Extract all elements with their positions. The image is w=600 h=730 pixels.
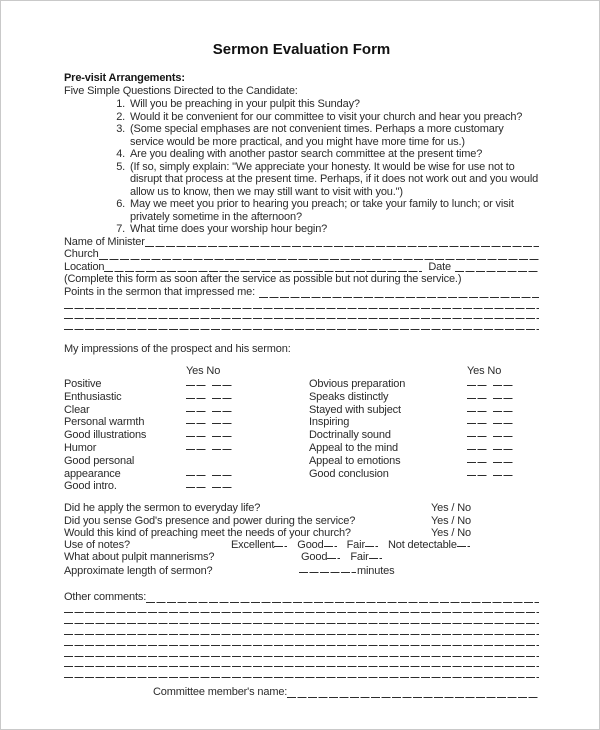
yes-blank xyxy=(467,415,487,425)
points-write-line xyxy=(64,320,539,331)
completion-note: (Complete this form as soon after the service as possible but not during the service.) xyxy=(64,273,462,286)
previsit-question: 6. May we meet you prior to hearing you preach; or take your family to lunch; or visit privately sometime in the afternoon? xyxy=(128,198,539,223)
impression-blanks-left xyxy=(186,415,309,429)
location-label: Location xyxy=(64,260,105,273)
impression-item-label-left: Good personal xyxy=(64,454,135,467)
question-row xyxy=(64,527,539,539)
previsit-question: 4. Are you dealing with another pastor search committee at the present time? xyxy=(128,148,539,161)
yes-no-answer: Yes / No xyxy=(431,526,471,539)
location-date-field xyxy=(64,261,539,274)
no-blank xyxy=(212,479,232,489)
impression-item-label-right: Appeal to the mind xyxy=(309,442,399,455)
date-label: Date xyxy=(428,260,451,273)
impression-item-label-left: Clear xyxy=(64,403,90,416)
impression-blanks-left xyxy=(186,467,309,481)
impression-item-label-left: Positive xyxy=(64,378,102,391)
comments-blank-lines xyxy=(64,604,539,680)
comments-write-line xyxy=(64,647,539,658)
option-good: Good xyxy=(297,539,336,551)
points-write-line xyxy=(64,299,539,310)
impression-item-label-left: Good illustrations xyxy=(64,429,147,442)
previsit-question: 5. (If so, simply explain: "We appreciate your honesty. It would be wise for use not to disrupt that process at the present time. Perhaps, if it does not work out and you would allow us to know, then we may still want to visit with you.") xyxy=(128,161,539,199)
impression-blanks-right xyxy=(467,428,541,442)
other-comments-section xyxy=(64,591,539,679)
option-blank xyxy=(327,551,340,560)
option-blank xyxy=(324,539,337,548)
impression-item-label-right: Speaks distinctly xyxy=(309,390,389,403)
page-title: Sermon Evaluation Form xyxy=(212,41,391,58)
previsit-question: 7. What time does your worship hour begin? xyxy=(128,223,539,236)
yes-blank xyxy=(467,377,487,387)
question-row xyxy=(64,502,539,514)
option-blank xyxy=(274,539,287,548)
minutes-suffix: minutes xyxy=(357,564,395,577)
previsit-question: 2. Would it be convenient for our committee to visit your church and hear you preach? xyxy=(128,111,539,124)
yes-blank xyxy=(186,415,206,425)
no-blank xyxy=(493,428,513,438)
impression-item-label-left: Personal warmth xyxy=(64,416,145,429)
no-blank xyxy=(493,441,513,451)
comments-write-line xyxy=(64,614,539,625)
impression-item-label-right: Stayed with subject xyxy=(309,403,401,416)
yes-blank xyxy=(467,428,487,438)
impression-blanks-left xyxy=(186,403,309,417)
no-blank xyxy=(493,403,513,413)
impression-item-label-left: Humor xyxy=(64,442,97,455)
impression-blanks-left xyxy=(186,441,309,455)
no-blank xyxy=(493,454,513,464)
points-blank-lines xyxy=(64,299,539,331)
yes-blank xyxy=(186,479,206,489)
church-field xyxy=(64,248,539,261)
impression-item-label-right: Good conclusion xyxy=(309,467,389,480)
option-fair: Fair xyxy=(350,551,381,563)
no-blank xyxy=(493,377,513,387)
previsit-question: 1. Will you be preaching in your pulpit this Sunday? xyxy=(128,98,539,111)
no-blank xyxy=(212,467,232,477)
no-blank xyxy=(212,441,232,451)
comments-write-line xyxy=(64,668,539,679)
option-blank xyxy=(365,539,378,548)
question-row xyxy=(64,515,539,527)
yes-no-answer: Yes / No xyxy=(431,514,471,527)
impressions-yes-no-header-left: Yes No xyxy=(186,365,221,378)
impressions-yes-no-header-right: Yes No xyxy=(467,365,502,378)
yes-blank xyxy=(467,403,487,413)
no-blank xyxy=(212,403,232,413)
impression-blanks-right xyxy=(467,467,541,481)
other-comments-field xyxy=(64,591,539,604)
impression-blanks-left xyxy=(186,390,309,404)
minister-label: Name of Minister xyxy=(64,235,145,248)
question-row xyxy=(64,551,539,563)
option-blank xyxy=(369,551,382,560)
points-blank xyxy=(259,286,539,299)
yes-blank xyxy=(186,467,206,477)
impression-blanks-right xyxy=(467,390,541,404)
option-fair: Fair xyxy=(347,539,378,551)
yes-blank xyxy=(467,390,487,400)
evaluation-questions xyxy=(64,502,539,576)
impression-blanks-right xyxy=(467,377,541,391)
previsit-intro: Five Simple Questions Directed to the Candidate: xyxy=(64,85,298,97)
no-blank xyxy=(212,390,232,400)
yes-blank xyxy=(186,403,206,413)
signature-section xyxy=(153,686,539,699)
no-blank xyxy=(212,428,232,438)
yes-no-answer: Yes / No xyxy=(431,502,471,515)
question-row xyxy=(64,539,539,551)
impression-item-label-right: Inspiring xyxy=(309,416,350,429)
yes-blank xyxy=(186,377,206,387)
other-comments-blank xyxy=(146,591,539,604)
yes-blank xyxy=(467,454,487,464)
impression-item-label-right: Doctrinally sound xyxy=(309,429,391,442)
previsit-question: 3. (Some special emphases are not convenient times. Perhaps a more customary service would be more practical, and you might have more time for us.) xyxy=(128,123,539,148)
impression-item-label-left: Good intro. xyxy=(64,480,117,493)
yes-blank xyxy=(186,441,206,451)
yes-blank xyxy=(467,467,487,477)
question-label: What about pulpit mannerisms? xyxy=(64,551,215,564)
comments-write-line xyxy=(64,604,539,615)
minister-blank xyxy=(145,236,539,249)
points-label: Points in the sermon that impressed me: xyxy=(64,286,256,299)
impression-blanks-left xyxy=(186,479,309,493)
yes-blank xyxy=(186,390,206,400)
comments-write-line xyxy=(64,658,539,669)
option-excellent: Excellent xyxy=(231,539,287,551)
no-blank xyxy=(212,415,232,425)
option-blank xyxy=(457,539,470,548)
yes-blank xyxy=(186,428,206,438)
church-label: Church xyxy=(64,248,99,261)
previsit-question-list xyxy=(64,98,539,236)
impression-item-label-left: appearance xyxy=(64,467,121,480)
sermon-length-blank xyxy=(299,564,356,574)
impression-blanks-right xyxy=(467,415,541,429)
option-good: Good xyxy=(301,551,340,563)
question-label: Would this kind of preaching meet the needs of your church? xyxy=(64,526,351,539)
points-field xyxy=(64,286,539,299)
date-blank xyxy=(455,261,539,274)
no-blank xyxy=(493,415,513,425)
impression-blanks-left xyxy=(186,377,309,391)
question-label: Approximate length of sermon? xyxy=(64,564,213,577)
no-blank xyxy=(493,390,513,400)
comments-write-line xyxy=(64,636,539,647)
other-comments-label: Other comments: xyxy=(64,591,147,604)
yes-blank xyxy=(467,441,487,451)
question-label: Use of notes? xyxy=(64,539,130,552)
previsit-heading: Pre-visit Arrangements: xyxy=(64,72,185,84)
points-write-line xyxy=(64,310,539,321)
impression-blanks-right xyxy=(467,454,541,468)
option-not-detectable: Not detectable xyxy=(388,539,470,551)
no-blank xyxy=(212,377,232,387)
comments-write-line xyxy=(64,625,539,636)
impression-item-label-right: Obvious preparation xyxy=(309,378,406,391)
impression-blanks-left xyxy=(186,428,309,442)
impressions-heading: My impressions of the prospect and his sermon: xyxy=(64,343,291,356)
question-label: Did he apply the sermon to everyday life? xyxy=(64,502,261,515)
minister-field xyxy=(64,236,539,249)
committee-member-label: Committee member's name: xyxy=(153,686,288,699)
location-blank xyxy=(104,261,422,274)
no-blank xyxy=(493,467,513,477)
impression-item-label-right: Appeal to emotions xyxy=(309,454,401,467)
impression-blanks-right xyxy=(467,403,541,417)
impression-item-label-left: Enthusiastic xyxy=(64,390,122,403)
impressions-grid xyxy=(64,365,539,493)
impression-blanks-right xyxy=(467,441,541,455)
question-label: Did you sense God's presence and power during the service? xyxy=(64,514,356,527)
church-blank xyxy=(99,248,539,261)
question-row xyxy=(64,564,539,576)
committee-member-blank xyxy=(287,686,539,699)
